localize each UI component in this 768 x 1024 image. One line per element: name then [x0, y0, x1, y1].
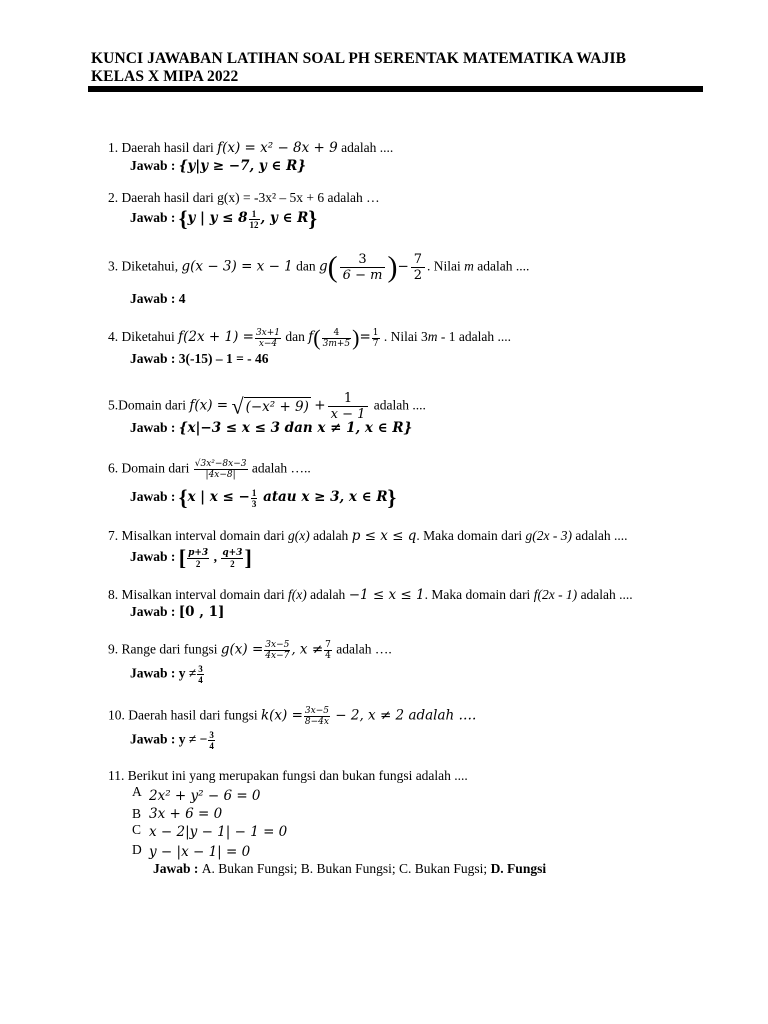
a7-bracket-close: ] [244, 545, 252, 570]
option-a-label: A [132, 784, 142, 799]
a2-brace-open: { [178, 206, 188, 231]
a6-math: x | x ≤ − [187, 489, 250, 506]
q3-den: 6 − m [342, 268, 383, 283]
a6-math-tail: atau x ≥ 3, x ∈ R [258, 489, 388, 506]
a8-label: Jawab : [130, 604, 179, 619]
document-title [91, 50, 711, 86]
title-line-2: KELAS X MIPA 2022 [91, 68, 239, 85]
q4-math1: f(2x + 1) = [178, 329, 254, 346]
q7-text: 7. Misalkan interval domain dari [108, 528, 288, 543]
answer-2 [130, 208, 317, 230]
answer-10 [130, 730, 216, 751]
q8-mid: adalah [306, 587, 349, 602]
a5-label: Jawab : [130, 420, 179, 435]
a2-label: Jawab : [130, 210, 179, 226]
q3-math2: g [319, 258, 328, 275]
q5-tail: adalah .... [370, 397, 426, 413]
a6-brace-close: } [387, 485, 397, 510]
q4-num3: 1 [372, 327, 379, 338]
a2-math: y | y ≤ 8 [187, 210, 248, 227]
q4-fraction1 [255, 328, 281, 349]
q4-eq: = [359, 329, 371, 346]
q5-sqrt-sign: √ [231, 393, 244, 419]
q1-tail: adalah .... [337, 140, 394, 155]
q5-text: 5.Domain dari [108, 397, 190, 413]
question-6 [108, 459, 311, 480]
q3-tail2: adalah .... [473, 258, 530, 274]
option-b-label: B [132, 806, 142, 821]
a2-math-tail: , y ∈ R [260, 210, 309, 227]
question-7 [108, 527, 627, 545]
a11-label: Jawab : [153, 861, 202, 876]
q8-tail2: adalah .... [577, 587, 633, 602]
a10-num: 3 [209, 730, 214, 740]
q8-math1: f(x) [287, 587, 307, 602]
question-8 [108, 586, 633, 604]
q10-text: 10. Daerah hasil dari fungsi [108, 707, 261, 723]
question-1 [108, 139, 393, 157]
q4-fraction2 [322, 328, 352, 349]
q3-num: 3 [340, 252, 386, 268]
q9-den: 4x−7 [265, 651, 290, 661]
q10-den: 8−4x [304, 717, 329, 727]
a11-text: A. Bukan Fungsi; B. Bukan Fungsi; C. Bukan Fugsi; [201, 861, 491, 876]
answer-8 [130, 603, 224, 621]
q3-mid: dan [292, 258, 320, 274]
q6-tail: adalah ….. [248, 460, 311, 476]
a6-den: 3 [251, 498, 257, 509]
q8-tail: . Maka domain dari [424, 587, 534, 602]
q4-num2: 4 [322, 328, 352, 339]
a10-den: 4 [209, 741, 214, 751]
q3-fraction2 [411, 252, 425, 283]
a9-den: 4 [198, 675, 203, 685]
q3-math1: g(x − 3) = x − 1 [181, 258, 293, 275]
q4-mid: dan [282, 329, 309, 345]
q3-text: 3. Diketahui, [108, 258, 182, 274]
q4-paren-close: ) [352, 325, 360, 350]
question-11: 11. Berikut ini yang merupakan fungsi dan bukan fungsi adalah .... [108, 768, 468, 783]
q4-tail: . Nilai 3 [380, 329, 428, 345]
q10-math1: k(x) = [260, 707, 303, 724]
a7-bracket-open: [ [178, 545, 187, 570]
q2-text: 2. Daerah hasil dari [108, 190, 218, 205]
q8-math2: −1 ≤ x ≤ 1 [348, 587, 425, 603]
q4-text: 4. Diketahui [108, 329, 179, 345]
option-c-label: C [132, 822, 142, 837]
a2-num: 1 [249, 209, 260, 220]
q4-tail2: - 1 adalah .... [437, 329, 511, 345]
q5-fraction [328, 391, 369, 422]
q6-den: |4x−8| [205, 470, 236, 480]
a10-fraction [208, 730, 215, 751]
q6-num: √3x²−8x−3 [194, 459, 247, 469]
q9-text: 9. Range dari fungsi [108, 641, 221, 657]
q7-tail: . Maka domain dari [416, 528, 526, 543]
q9-tail: adalah …. [332, 641, 392, 657]
q9-fraction1 [264, 640, 290, 661]
q9-den2: 4 [325, 651, 331, 661]
q10-num: 3x−5 [304, 706, 329, 716]
a9-num: 3 [198, 664, 203, 674]
a5-math: {x|−3 ≤ x ≤ 3 dan x ≠ 1, x ∈ R} [178, 420, 413, 436]
q5-den: x − 1 [330, 407, 366, 422]
q7-math3: g(2x - 3) [525, 528, 572, 543]
q3-num2: 7 [411, 252, 425, 268]
answer-11 [153, 860, 546, 878]
q5-sqrt-body: (−x² + 9) [245, 399, 309, 415]
option-b-expr: 3x + 6 = 0 [149, 806, 223, 822]
q2-math: g(x) = -3x² – 5x + 6 [217, 190, 328, 205]
a1-math: {y|y ≥ −7, y ∈ R} [178, 158, 307, 174]
a1-label: Jawab : [130, 158, 179, 173]
a7-num2: q+3 [222, 547, 243, 558]
q3-tail: . Nilai [427, 258, 465, 274]
a2-brace-close: } [308, 206, 318, 231]
question-4 [108, 327, 511, 349]
a7-num1: p+3 [188, 547, 209, 558]
q7-math1: g(x) [287, 528, 310, 543]
a6-brace-open: { [178, 485, 188, 510]
option-c-expr: x − 2|y − 1| − 1 = 0 [149, 824, 288, 840]
q4-paren-open: ( [313, 325, 321, 350]
a10-label: Jawab : y ≠ − [130, 731, 208, 747]
q5-num: 1 [328, 391, 369, 407]
q4-math2: f [308, 329, 314, 346]
q9-math1: g(x) = [220, 641, 264, 658]
q7-mid: adalah [309, 528, 352, 543]
q3-paren-open: ( [327, 250, 338, 284]
q10-fraction [304, 706, 330, 727]
q3-minus: − [397, 258, 409, 275]
q9-fraction2 [324, 640, 332, 661]
a7-den1: 2 [195, 558, 201, 569]
q9-num: 3x−5 [265, 640, 290, 650]
q4-den2: 3m+5 [322, 338, 351, 349]
a6-label: Jawab : [130, 489, 179, 505]
q3-fraction [340, 252, 386, 283]
q7-math2: p ≤ x ≤ q [351, 528, 417, 544]
option-d-label: D [132, 842, 142, 857]
q7-tail2: adalah .... [571, 528, 628, 543]
q4-num1: 3x+1 [255, 327, 281, 338]
answer-9 [130, 664, 205, 685]
a7-den2: 2 [230, 558, 235, 569]
q4-var: m [427, 329, 438, 345]
q1-text: 1. Daerah hasil dari [108, 140, 218, 155]
a9-label: Jawab : y ≠ [130, 665, 197, 681]
header-divider [88, 86, 703, 92]
q6-text: 6. Domain dari [108, 460, 193, 476]
q4-den3: 7 [372, 338, 379, 349]
a11-bold: D. Fungsi [490, 861, 547, 876]
answer-3: Jawab : 4 [130, 291, 186, 306]
a9-fraction [197, 664, 204, 685]
answer-5 [130, 419, 412, 437]
q9-num2: 7 [325, 640, 331, 650]
title-line-1: KUNCI JAWABAN LATIHAN SOAL PH SERENTAK MATEMATIKA WAJIB [91, 50, 627, 67]
a7-label: Jawab : [130, 549, 179, 565]
q2-tail: adalah … [327, 190, 380, 205]
a2-fraction [249, 209, 260, 230]
a6-fraction [251, 488, 258, 509]
option-d-expr: y − |x − 1| = 0 [149, 844, 251, 860]
q10-tail: − 2, x ≠ 2 adalah …. [330, 707, 477, 724]
q6-fraction [194, 459, 248, 480]
q3-var: m [464, 258, 474, 274]
a6-num: 1 [251, 487, 257, 498]
q5-plus: + [314, 397, 326, 414]
a7-sep: , [210, 549, 221, 565]
a7-fraction2 [221, 548, 243, 569]
q8-math3: f(2x - 1) [533, 587, 578, 602]
q3-den2: 2 [413, 268, 423, 283]
answer-6 [130, 487, 396, 509]
q8-text: 8. Misalkan interval domain dari [108, 587, 288, 602]
q3-paren-close: ) [387, 250, 398, 284]
a2-den: 12 [249, 219, 259, 230]
a7-fraction1 [187, 548, 209, 569]
answer-7 [130, 547, 252, 569]
answer-4: Jawab : 3(-15) – 1 = - 46 [130, 351, 269, 366]
q5-math1: f(x) = [189, 397, 229, 414]
q4-fraction3 [372, 328, 380, 349]
q1-math: f(x) = x² − 8x + 9 [217, 140, 338, 156]
question-2 [108, 189, 380, 207]
question-3 [108, 252, 529, 283]
option-a-expr: 2x² + y² − 6 = 0 [149, 788, 261, 804]
answer-1 [130, 157, 306, 175]
question-9 [108, 640, 392, 661]
a8-math: [0 , 1] [178, 604, 225, 620]
q4-den1: x−4 [258, 338, 278, 349]
question-5 [108, 391, 426, 422]
question-10 [108, 706, 476, 727]
q9-mid: , x ≠ [291, 641, 324, 658]
